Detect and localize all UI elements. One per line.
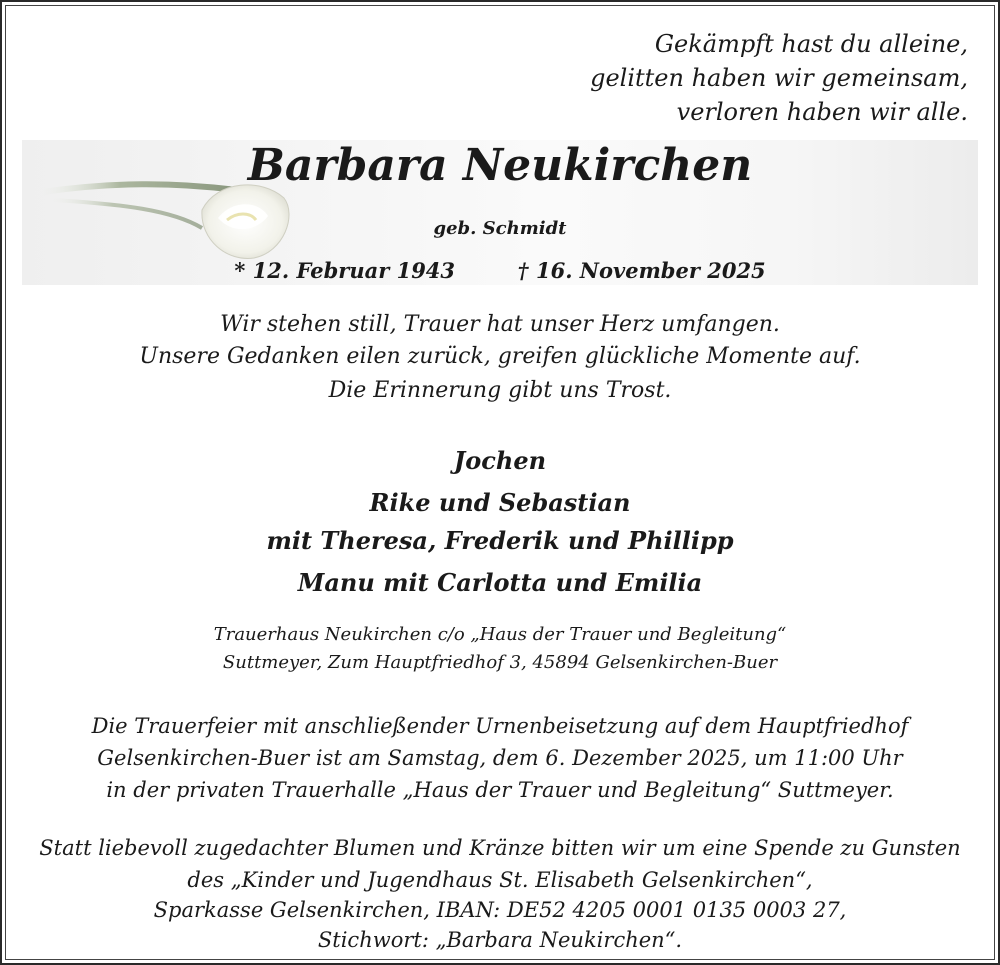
ceremony-line-3: in der privaten Trauerhalle „Haus der Trauer und Begleitung“ Suttmeyer. [106, 778, 894, 802]
quote-line-2: Unsere Gedanken eilen zurück, greifen glückliche Momente auf. [139, 344, 861, 369]
ceremony-line-2: Gelsenkirchen-Buer ist am Samstag, dem 6. Dezember 2025, um 11:00 Uhr [97, 746, 903, 770]
ceremony-line-1: Die Trauerfeier mit anschließender Urnenbeisetzung auf dem Hauptfriedhof [91, 714, 909, 738]
family-line-4: Manu mit Carlotta und Emilia [297, 568, 703, 597]
family-line-3: mit Theresa, Frederik und Phillipp [266, 526, 734, 555]
address-line-2: Suttmeyer, Zum Hauptfriedhof 3, 45894 Gelsenkirchen-Buer [222, 652, 778, 673]
motto-line-1: Gekämpft hast du alleine, [654, 30, 968, 58]
donation-line-2: des „Kinder und Jugendhaus St. Elisabeth Gelsenkirchen“, [187, 868, 813, 892]
birth-date: * 12. Februar 1943 [234, 258, 456, 283]
address-line-1: Trauerhaus Neukirchen c/o „Haus der Trauer und Begleitung“ [213, 624, 787, 645]
donation-line-1: Statt liebevoll zugedachter Blumen und Kränze bitten wir um eine Spende zu Gunsten [39, 836, 961, 860]
deceased-name: Barbara Neukirchen [247, 140, 753, 191]
family-line-1: Jochen [453, 446, 547, 475]
death-date: † 16. November 2025 [517, 258, 766, 283]
motto-line-3: verloren haben wir alle. [676, 98, 968, 126]
quote-line-3: Die Erinnerung gibt uns Trost. [328, 378, 672, 403]
family-line-2: Rike und Sebastian [369, 488, 631, 517]
quote-line-1: Wir stehen still, Trauer hat unser Herz umfangen. [220, 312, 780, 337]
birth-name: geb. Schmidt [433, 218, 567, 239]
donation-line-4: Stichwort: „Barbara Neukirchen“. [317, 928, 683, 952]
life-dates [0, 258, 1000, 283]
motto-line-2: gelitten haben wir gemeinsam, [590, 64, 968, 92]
donation-line-3: Sparkasse Gelsenkirchen, IBAN: DE52 4205 0001 0135 0003 27, [153, 898, 847, 922]
